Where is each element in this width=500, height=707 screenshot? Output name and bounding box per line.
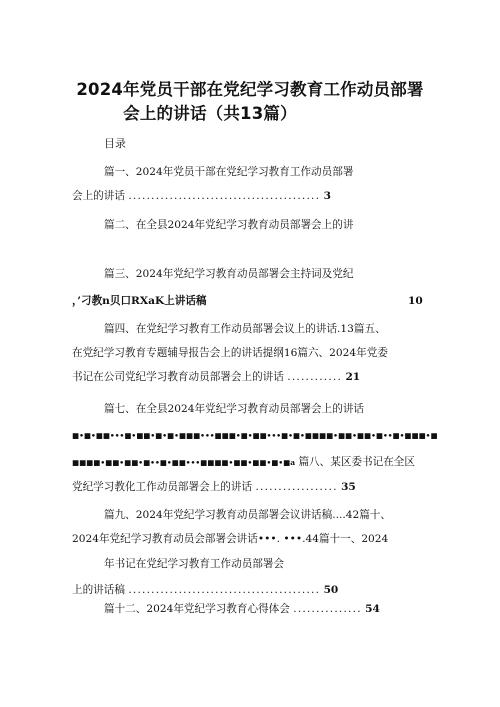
toc-entry-8-title-tail: 党纪学习教化工作动员部署会上的讲话	[72, 481, 253, 493]
toc-entry-2[interactable]: 篇二、在全县2024年党纪学习教育动员部署会上的讲	[104, 219, 354, 231]
toc-entry-3-line2[interactable]	[72, 294, 423, 308]
toc-leader-dots: ..................	[255, 481, 338, 493]
toc-entry-5[interactable]: 在党纪学习教育专题辅导报告会上的讲话提纲16篇六、2024年党委	[72, 347, 388, 359]
toc-heading: 目录	[104, 137, 126, 150]
toc-entry-11-line1[interactable]: 年书记在党纪学习教育工作动员部署会	[104, 558, 285, 570]
toc-page-number: 21	[345, 371, 361, 383]
toc-entry-4[interactable]: 篇四、在党纪学习教育工作动员部署会议上的讲话.13篇五、	[104, 323, 386, 335]
toc-entry-9[interactable]: 篇九、2024年党纪学习教育动员部署会议讲话稿....42篇十、	[104, 509, 391, 521]
toc-entry-1-line2[interactable]	[72, 189, 331, 203]
garbled-text-line2: ■■■■•■■•■■•■••■•■■•••■■■■•■■•■■•■•■a	[72, 458, 296, 467]
toc-entry-3-line1[interactable]: 篇三、2024年党纪学习教育动员部署会主持词及党纪	[104, 268, 354, 280]
toc-page-number: 50	[323, 584, 339, 596]
toc-entry-11-title-tail: 上的讲话稿	[72, 584, 125, 596]
toc-entry-8-title: 篇八、某区委书记在全区	[298, 456, 415, 468]
toc-entry-6-title: 书记在公司党纪学习教育动员部署会上的讲话	[72, 371, 284, 383]
toc-entry-1-line1[interactable]: 篇一、2024年党员干部在党纪学习教育工作动员部署	[104, 166, 354, 178]
toc-page-number: 10	[408, 295, 423, 307]
toc-page-number: 54	[365, 603, 380, 615]
toc-entry-12[interactable]	[104, 602, 380, 616]
toc-entry-10[interactable]: 2024年党纪学习教育动员会部署会讲话•••. •••.44篇十一、2024	[72, 533, 389, 545]
toc-entry-12-title: 篇十二、2024年党纪学习教育心得体会	[104, 603, 290, 615]
toc-entry-7[interactable]: 篇七、在全县2024年党纪学习教育动员部署会上的讲话	[104, 403, 365, 415]
toc-page-number: 3	[323, 190, 331, 202]
toc-entry-3-title-tail: ，’刁教n贝口RXaK上讲话稿	[72, 295, 207, 307]
toc-entry-6[interactable]	[72, 370, 360, 384]
toc-entry-8-line2[interactable]	[72, 480, 356, 494]
document-title-line2: 会上的讲话（共13篇）	[123, 104, 297, 123]
toc-entry-11-line2[interactable]	[72, 583, 338, 597]
document-title-line1: 2024年党员干部在党纪学习教育工作动员部署	[76, 80, 424, 99]
toc-leader-dots: ..........................................	[128, 584, 321, 596]
toc-page-number: 35	[341, 481, 356, 493]
toc-leader-dots: ............	[287, 371, 343, 383]
garbled-text-line1: ■•■•■■•••■•■■•■•■•■■■•••■■■•■•■■•••■•■•■■■■•■■•■■•■••■•■■■•■	[72, 431, 438, 440]
toc-leader-dots: ..........................................	[128, 190, 321, 202]
toc-entry-8-line1[interactable]	[72, 455, 415, 470]
toc-leader-dots: ...............	[293, 603, 362, 615]
toc-entry-1-title-tail: 会上的讲话	[72, 190, 125, 202]
